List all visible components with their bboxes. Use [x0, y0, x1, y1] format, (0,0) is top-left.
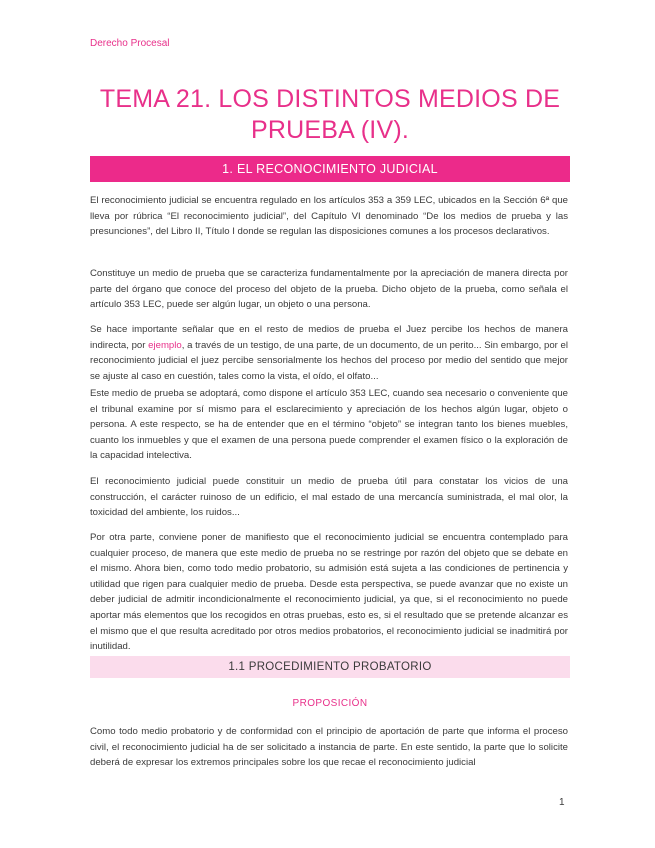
page-number: 1	[559, 797, 565, 808]
paragraph-7: Como todo medio probatorio y de conformidad con el principio de aportación de parte que informa el proceso civil, el reconocimiento judicial ha de ser solicitado a instancia de parte. En este sentido, la parte que lo solicite deberá de expresar los extremos principales sobre los que recae el reconocimiento judicial	[90, 726, 568, 769]
paragraph-3-text-end: , a través de un testigo, de una parte, de un documento, de un perito... Sin embargo, por el reconocimiento judicial el juez percibe sensorialmente los hechos del proceso por medio del sentido que mejor se ajuste al caso en cuestión, tales como la vista, el oído, el olfato...	[90, 339, 568, 382]
subsubsection-heading: PROPOSICIÓN	[292, 698, 368, 709]
paragraph-6: Por otra parte, conviene poner de manifiesto que el reconocimiento judicial se encuentra contemplado para cualquier proceso, de manera que este medio de prueba no se restringe por razón del objeto que se debate en el mismo. Ahora bien, como todo medio probatorio, su admisión está sujeta a las condiciones de pertinencia y utilidad que rigen para cualquier medio de prueba. Desde esta perspectiva, se puede avanzar que no existe un deber judicial de admitir incondicionalmente el reconocimiento judicial, ya que, si el reconocimiento no puede aportar más elementos que los recogidos en otras pruebas, esto es, si el resultado que se pretende alcanzar es el mismo que el que resulta acreditado por otros medios probatorios, el reconocimiento judicial se inadmitirá por inutilidad.	[90, 532, 568, 653]
paragraph-3-text-start: Se hace importante señalar que en el resto de medios de prueba el Juez percibe los hechos de manera indirecta, por	[90, 324, 568, 351]
section-heading: 1. EL RECONOCIMIENTO JUDICIAL	[90, 156, 570, 182]
paragraph-2: Constituye un medio de prueba que se caracteriza fundamentalmente por la apreciación de manera directa por parte del órgano que conoce del proceso del objeto de la prueba. Dicho objeto de la prueba, como señala el artículo 353 LEC, puede ser algún lugar, un objeto o una persona.	[90, 268, 568, 311]
paragraph-5: El reconocimiento judicial puede constituir un medio de prueba útil para constatar los vicios de una construcción, el carácter ruinoso de un edificio, el mal estado de una mercancía suministrada, el mal olor, la toxicidad del ambiente, los ruidos...	[90, 476, 568, 519]
example-link[interactable]: ejemplo	[148, 339, 182, 351]
paragraph-3	[90, 322, 568, 384]
document-header: Derecho Procesal	[90, 38, 170, 49]
paragraph-4: Este medio de prueba se adoptará, como dispone el artículo 353 LEC, cuando sea necesario o conveniente que el tribunal examine por sí mismo para el esclarecimiento y apreciación de los hechos algún lugar, objeto o persona. A este respecto, se ha de entender que en el término “objeto” se integran tanto los bienes muebles, cuanto los inmuebles y que el examen de una persona puede comprender el examen físico o la exploración de la capacidad intelectiva.	[90, 388, 568, 462]
page-title: TEMA 21. LOS DISTINTOS MEDIOS DE PRUEBA (IV).	[99, 85, 561, 144]
subsection-heading: 1.1 PROCEDIMIENTO PROBATORIO	[90, 656, 570, 678]
paragraph-1: El reconocimiento judicial se encuentra regulado en los artículos 353 a 359 LEC, ubicados en la Sección 6ª que lleva por rúbrica “El reconocimiento judicial”, del Capítulo VI denominado “De los medios de prueba y las presunciones”, del Libro II, Título I donde se regulan las disposiciones comunes a los procesos declarativos.	[90, 195, 568, 238]
